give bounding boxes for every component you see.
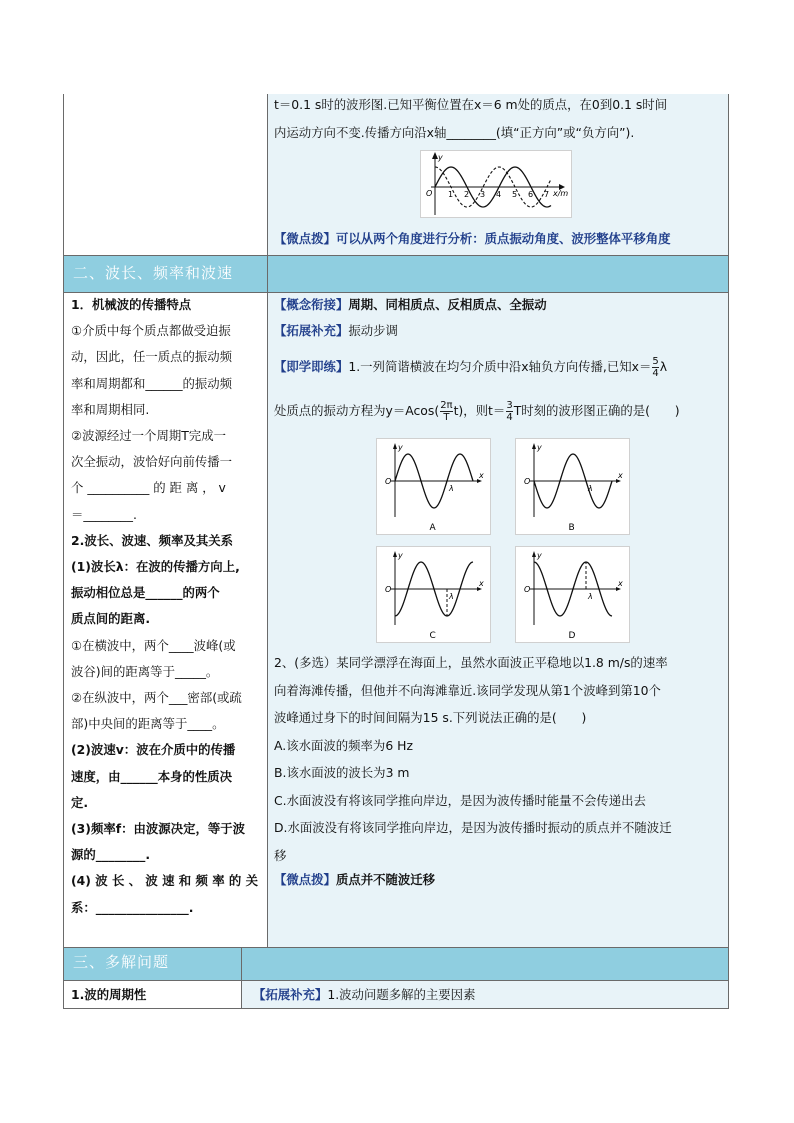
practice-text: 处质点的振动方程为y＝Acos(: [274, 403, 440, 418]
option-figure-c: [376, 546, 491, 643]
concept-line: [274, 290, 547, 319]
practice-line-1: [274, 352, 667, 381]
left-text-line: ＝________.: [71, 506, 137, 522]
left-text-line: ②在纵波中，两个___密部(或疏: [71, 690, 242, 705]
left-text-line: 系：_______________.: [71, 899, 194, 915]
left-text-line: 2.波长、波速、频率及其关系: [71, 532, 234, 548]
axis-label-y: y: [398, 551, 403, 560]
practice-text: T时刻的波形图正确的是( ): [513, 403, 680, 418]
section-3-left-label: 1.波的周期性: [71, 987, 147, 1002]
left-text-line: 个 __________ 的 距 离 ， v: [71, 480, 226, 496]
section-3-tag: 【拓展补充】: [253, 987, 328, 1002]
concept-text: 周期、同相质点、反相质点、全振动: [348, 297, 547, 312]
left-text-line: 率和周期相同.: [71, 401, 150, 417]
left-text-line: (3)频率f：由波源决定，等于波: [71, 821, 246, 836]
section-3-title: 三、多解问题: [73, 953, 170, 971]
question-2-line: B.该水面波的波长为3 m: [274, 765, 410, 780]
axis-label-y: y: [537, 443, 542, 452]
left-text-line: 定.: [71, 794, 89, 810]
tick-label: 1: [448, 190, 454, 199]
top-left-cell: [63, 94, 267, 255]
left-text-line: 速度，由______本身的性质决: [71, 768, 233, 784]
question-text-line: 内运动方向不变.传播方向沿x轴________(填“正方向”或“负方向”).: [274, 125, 635, 140]
origin-label: O: [426, 189, 433, 198]
fraction-2pi-T: $\frac{2\pi}{T}$: [440, 400, 453, 423]
origin-label: O: [524, 477, 531, 486]
lambda-label: λ: [449, 592, 454, 601]
row-divider: [63, 255, 729, 256]
axis-label-y: y: [438, 153, 443, 162]
tip-line: [274, 224, 671, 253]
left-text-line: (4) 波 长 、 波 速 和 频 率 的 关: [71, 873, 258, 889]
question-2-line: D.水面波没有将该同学推向岸边，是因为波传播时振动的质点并不随波迁: [274, 820, 672, 835]
axis-label-y: y: [537, 551, 542, 560]
table-border-right: [728, 94, 729, 1009]
tip2-line: [274, 865, 435, 894]
question-2-line: 向着海滩传播，但他并不向海滩靠近.该同学发现从第1个波峰到第10个: [274, 682, 661, 698]
axis-label-x: x: [618, 579, 623, 588]
left-text-line: 振动相位总是______的两个: [71, 585, 220, 601]
option-label: B: [568, 523, 575, 533]
question-text-line: t＝0.1 s时的波形图.已知平衡位置在x＝6 m处的质点，在0到0.1 s时间: [274, 97, 668, 112]
left-text-line: 1．机械波的传播特点: [71, 297, 192, 312]
fraction-3-4: $\frac{3}{4}$: [506, 400, 513, 423]
lambda-label: λ: [588, 592, 593, 601]
tick-label: 4: [496, 190, 502, 199]
left-text-line: (1)波长λ：在波的传播方向上,: [71, 559, 240, 574]
option-label: D: [568, 631, 576, 641]
left-text-line: 波谷)间的距离等于_____。: [71, 663, 219, 679]
table-border-left: [63, 94, 64, 1009]
left-text-line: 部)中央间的距离等于____。: [71, 716, 225, 732]
tip2-tag: 【微点拨】: [274, 872, 336, 887]
axis-label-x: x/m: [553, 189, 569, 198]
fraction-5-4: $\frac{5}{4}$: [652, 356, 659, 379]
extend-tag: 【拓展补充】: [274, 323, 349, 338]
tick-label: 6: [528, 190, 534, 199]
section-2-right-cell: [267, 292, 729, 947]
extend-text: 振动步调: [348, 323, 398, 338]
tip-text: 可以从两个角度进行分析：质点振动角度、波形整体平移角度: [335, 231, 671, 246]
tip-tag: 【微点拨】: [274, 231, 336, 246]
section-2-title: 二、波长、频率和波速: [73, 264, 234, 282]
extend-line: [274, 316, 398, 345]
question-2-line: 移: [274, 847, 287, 863]
option-label: A: [429, 523, 436, 533]
document-sheet: [63, 94, 729, 1009]
axis-label-x: x: [479, 471, 484, 480]
option-figure-a: [376, 438, 491, 535]
column-divider-lower: [241, 947, 242, 1009]
left-text-line: 质点间的距离.: [71, 611, 151, 627]
row-divider: [63, 947, 729, 948]
lambda-label: λ: [588, 484, 593, 493]
left-text-line: ①介质中每个质点都做受迫振: [71, 323, 231, 339]
option-label: C: [429, 631, 436, 641]
tick-label: 5: [512, 190, 518, 199]
tip2-text: 质点并不随波迁移: [335, 872, 436, 887]
axis-label-x: x: [479, 579, 484, 588]
tick-label: 7: [544, 190, 550, 199]
origin-label: O: [385, 585, 392, 594]
section-3-text: 1.波动问题多解的主要因素: [327, 987, 476, 1002]
question-2-line: 波峰通过身下的时间间隔为15 s.下列说法正确的是( ): [274, 710, 587, 725]
question-2-line: C.水面波没有将该同学推向岸边，是因为波传播时能量不会传递出去: [274, 792, 646, 808]
concept-tag: 【概念衔接】: [274, 297, 349, 312]
practice-text: 1.一列简谐横波在均匀介质中沿x轴负方向传播,已知x＝: [348, 359, 652, 374]
left-text-line: 次全振动，波恰好向前传播一: [71, 454, 233, 470]
lambda-label: λ: [449, 484, 454, 493]
wave-figure: [420, 150, 572, 218]
left-text-line: 动，因此，任一质点的振动频: [71, 349, 233, 365]
axis-label-x: x: [618, 471, 623, 480]
practice-text: t)，则t＝: [453, 403, 506, 418]
origin-label: O: [385, 477, 392, 486]
left-text-line: 源的________.: [71, 847, 151, 863]
left-text-line: ①在横波中，两个____波峰(或: [71, 637, 236, 653]
axis-label-y: y: [398, 443, 403, 452]
tick-label: 2: [464, 190, 470, 199]
question-2-line: 2、(多选）某同学漂浮在海面上，虽然水面波正平稳地以1.8 m/s的速率: [274, 655, 668, 670]
option-figure-b: [515, 438, 630, 535]
option-figure-d: [515, 546, 630, 643]
left-text-line: ②波源经过一个周期T完成一: [71, 428, 226, 443]
origin-label: O: [524, 585, 531, 594]
question-2-line: A.该水面波的频率为6 Hz: [274, 737, 413, 753]
practice-line-2: [274, 396, 680, 425]
column-divider-upper: [267, 94, 268, 947]
tick-label: 3: [480, 190, 486, 199]
left-text-line: (2)波速v：波在介质中的传播: [71, 742, 236, 758]
practice-text: λ: [659, 359, 668, 374]
section-3-right-line: [253, 980, 475, 1009]
practice-tag: 【即学即练】: [274, 359, 349, 374]
left-text-line: 率和周期都和______的振动频: [71, 375, 233, 391]
